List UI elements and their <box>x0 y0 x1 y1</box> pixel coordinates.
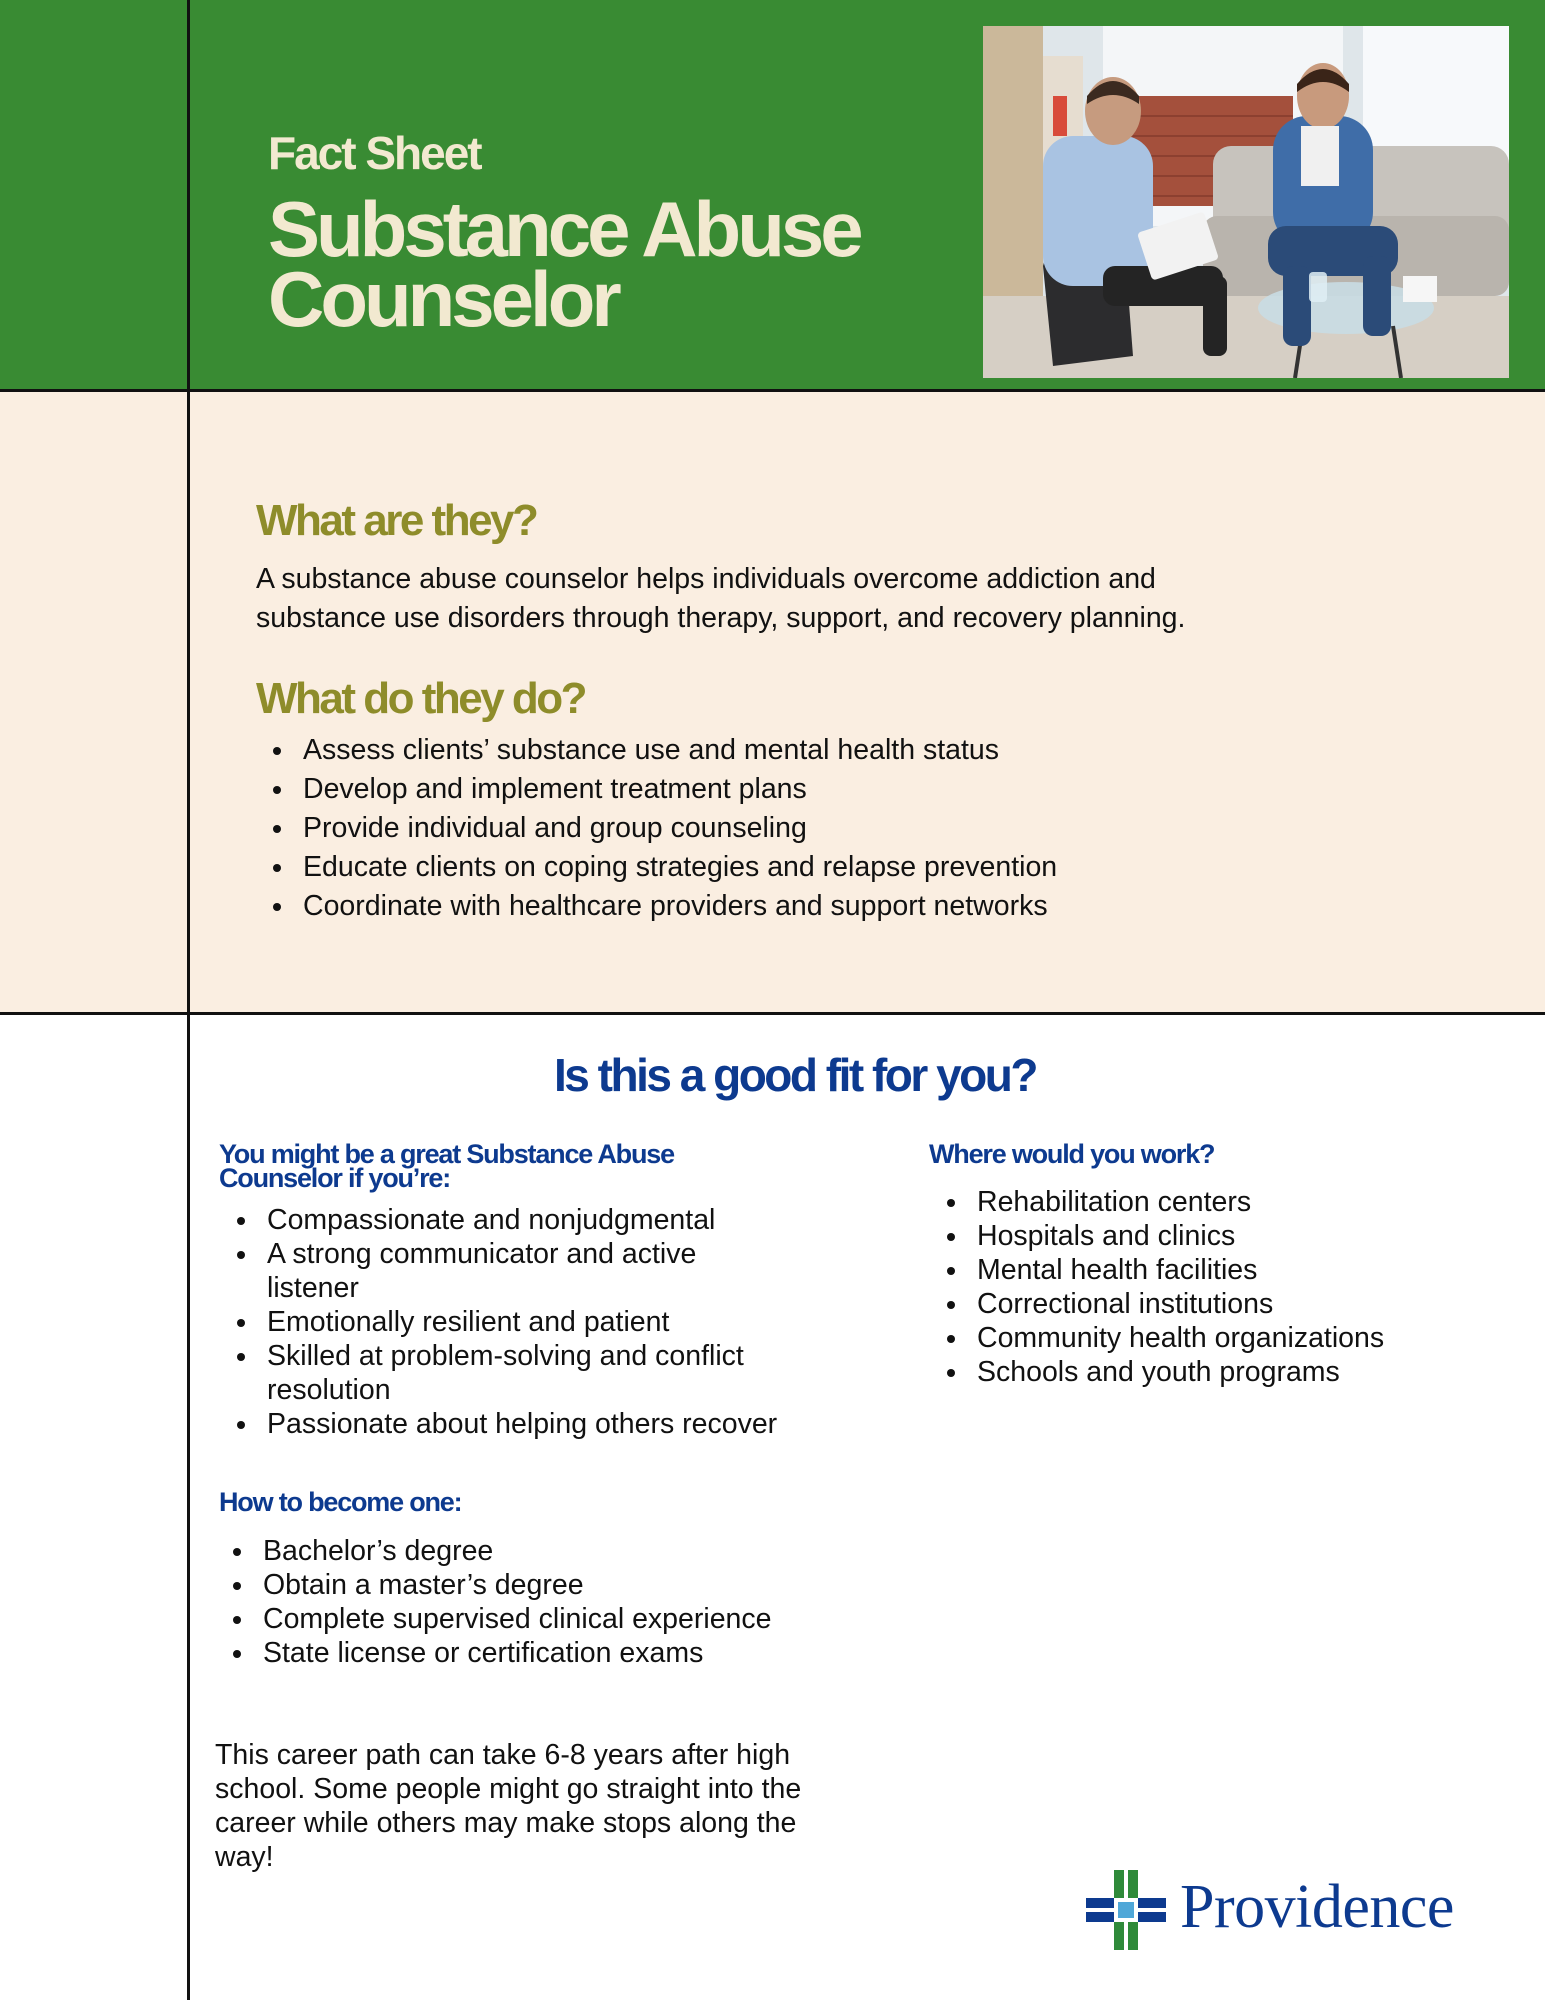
list-item: Educate clients on coping strategies and relapse prevention <box>303 848 1353 887</box>
career-path-note: This career path can take 6-8 years after high school. Some people might go straight into the career while others may make stops along the way! <box>215 1739 802 1873</box>
how-to-become-heading: How to become one: <box>219 1487 462 1517</box>
traits-list <box>267 1203 787 1441</box>
divider-top <box>0 389 1545 392</box>
list-item: Skilled at problem-solving and conflict resolution <box>267 1339 787 1407</box>
traits-heading: You might be a great Substance Abuse Counselor if you’re: <box>219 1139 674 1193</box>
list-item: Develop and implement treatment plans <box>303 770 1353 809</box>
list-item: Complete supervised clinical experience <box>263 1602 883 1636</box>
what-do-they-do-heading: What do they do? <box>256 674 586 723</box>
what-are-they-text: A substance abuse counselor helps individuals overcome addiction and substance use disorders through therapy, support, and recovery planning. <box>256 563 1186 634</box>
list-item: Passionate about helping others recover <box>267 1407 787 1441</box>
counseling-session-photo <box>983 26 1509 378</box>
list-item: Schools and youth programs <box>977 1355 1517 1389</box>
where-work-list <box>977 1185 1517 1389</box>
list-item: Bachelor’s degree <box>263 1534 883 1568</box>
list-item: Mental health facilities <box>977 1253 1517 1287</box>
how-to-become-list <box>263 1534 883 1670</box>
list-item: Correctional institutions <box>977 1287 1517 1321</box>
page-title: Substance Abuse Counselor <box>268 185 860 343</box>
list-item: Emotionally resilient and patient <box>267 1305 787 1339</box>
list-item: A strong communicator and active listener <box>267 1237 787 1305</box>
list-item: Community health organizations <box>977 1321 1517 1355</box>
divider-middle <box>0 1012 1545 1015</box>
what-are-they-heading: What are they? <box>256 496 537 545</box>
list-item: Hospitals and clinics <box>977 1219 1517 1253</box>
providence-cross-icon <box>1086 1870 1166 1950</box>
logo-wordmark: Providence <box>1180 1873 1454 1941</box>
list-item: Assess clients’ substance use and mental health status <box>303 731 1353 770</box>
duties-list <box>303 731 1353 926</box>
list-item: Obtain a master’s degree <box>263 1568 883 1602</box>
where-work-heading: Where would you work? <box>929 1139 1215 1169</box>
providence-logo <box>1086 1870 1506 1950</box>
kicker-fact-sheet: Fact Sheet <box>268 127 481 179</box>
list-item: Coordinate with healthcare providers and support networks <box>303 887 1353 926</box>
good-fit-heading: Is this a good fit for you? <box>554 1049 1036 1101</box>
left-margin-rule <box>187 0 190 2000</box>
list-item: Compassionate and nonjudgmental <box>267 1203 787 1237</box>
list-item: Provide individual and group counseling <box>303 809 1353 848</box>
list-item: State license or certification exams <box>263 1636 883 1670</box>
list-item: Rehabilitation centers <box>977 1185 1517 1219</box>
